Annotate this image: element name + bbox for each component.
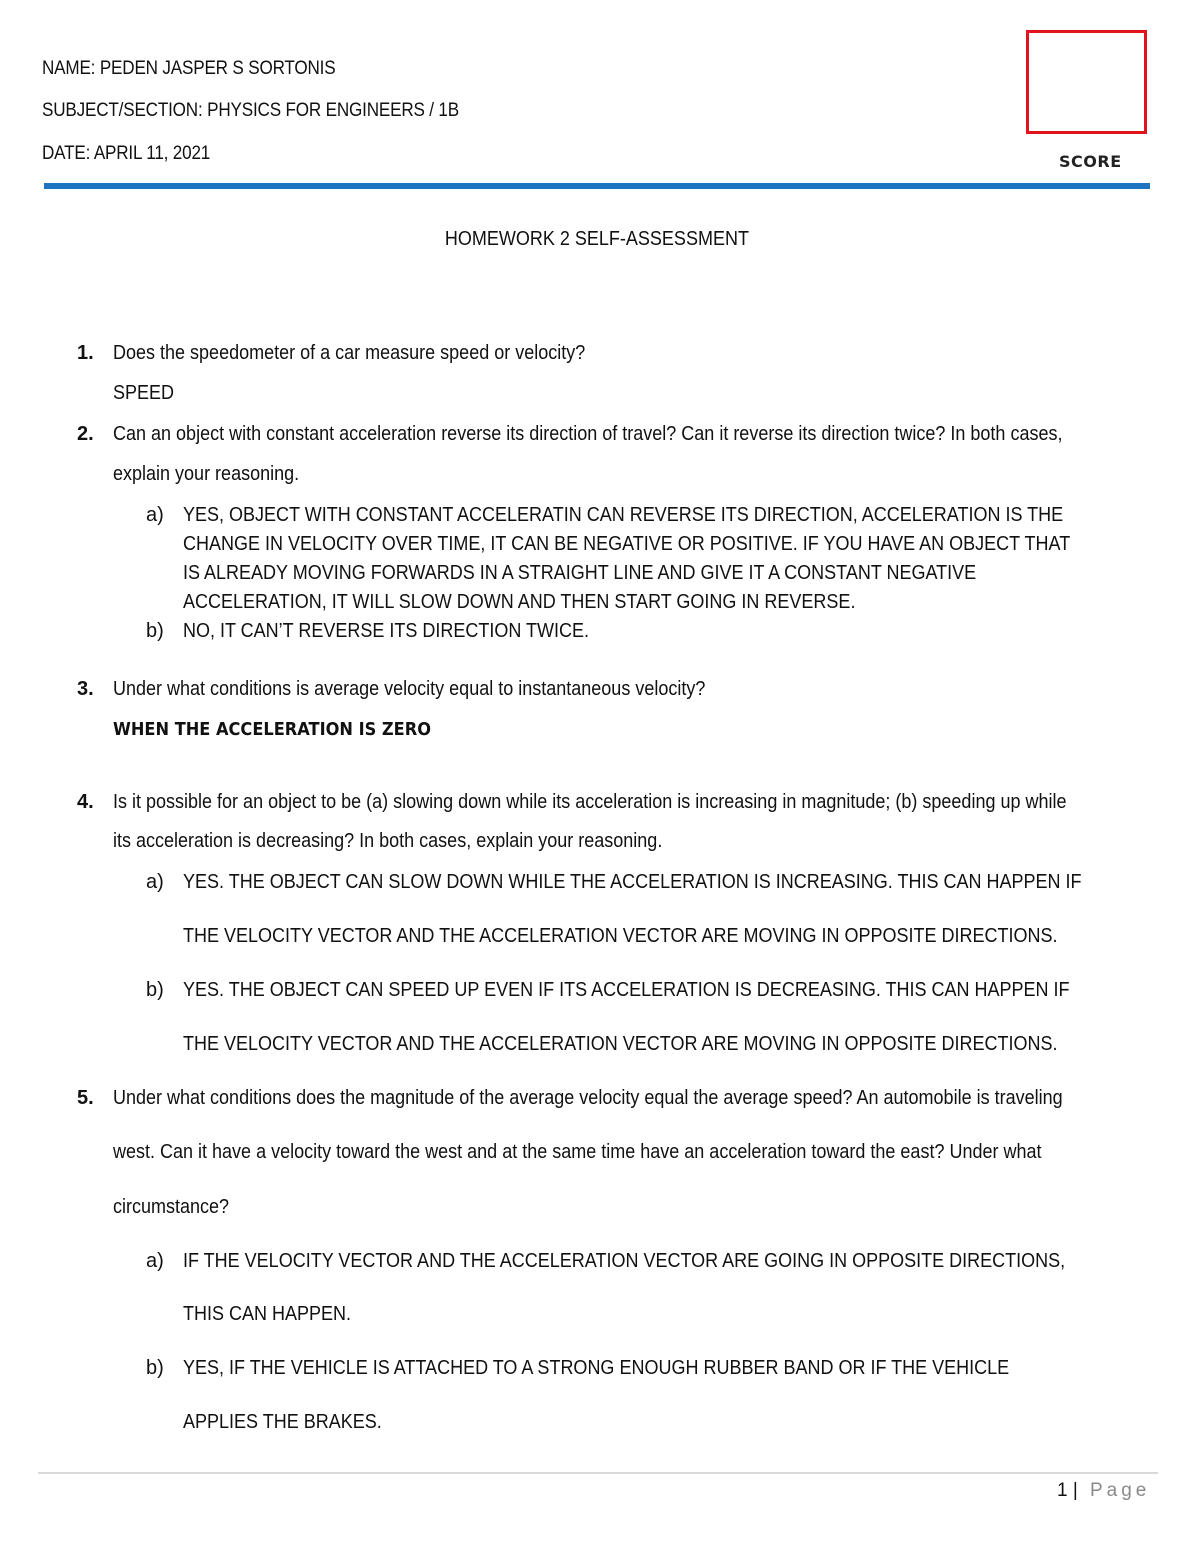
question-5-text: circumstance? xyxy=(113,1196,230,1218)
answer-label-b: b) xyxy=(146,979,164,1001)
answer-text: YES. THE OBJECT CAN SPEED UP EVEN IF ITS ACCELERATION IS DECREASING. THIS CAN HAPPEN IF xyxy=(183,979,1070,1001)
question-5-number: 5. xyxy=(77,1087,94,1109)
question-4-number: 4. xyxy=(77,791,94,813)
answer-text: NO, IT CAN’T REVERSE ITS DIRECTION TWICE. xyxy=(183,620,590,642)
answer-text: IS ALREADY MOVING FORWARDS IN A STRAIGHT LINE AND GIVE IT A CONSTANT NEGATIVE xyxy=(183,562,977,584)
score-label: SCORE xyxy=(1059,152,1122,171)
question-3-number: 3. xyxy=(77,678,94,700)
answer-label-b: b) xyxy=(146,620,164,642)
question-3-text: Under what conditions is average velocity equal to instantaneous velocity? xyxy=(113,678,706,700)
answer-text: YES, OBJECT WITH CONSTANT ACCELERATIN CAN REVERSE ITS DIRECTION, ACCELERATION IS THE xyxy=(183,504,1064,526)
date: DATE: APRIL 11, 2021 xyxy=(42,143,211,164)
footer-divider xyxy=(38,1472,1158,1474)
answer-text: APPLIES THE BRAKES. xyxy=(183,1411,382,1433)
page-separator: | xyxy=(1072,1480,1078,1501)
answer-text: IF THE VELOCITY VECTOR AND THE ACCELERATION VECTOR ARE GOING IN OPPOSITE DIRECTIONS, xyxy=(183,1250,1066,1272)
question-1-answer: SPEED xyxy=(113,382,175,404)
document-title: HOMEWORK 2 SELF-ASSESSMENT xyxy=(444,228,750,250)
answer-text: CHANGE IN VELOCITY OVER TIME, IT CAN BE NEGATIVE OR POSITIVE. IF YOU HAVE AN OBJECT THAT xyxy=(183,533,1071,555)
answer-text: THIS CAN HAPPEN. xyxy=(183,1303,352,1325)
answer-label-a: a) xyxy=(146,504,164,526)
question-2-text: explain your reasoning. xyxy=(113,463,300,485)
question-4-text: Is it possible for an object to be (a) slowing down while its acceleration is increasing in magnitude; (b) speeding up while xyxy=(113,791,1067,813)
question-5-text: Under what conditions does the magnitude of the average velocity equal the average speed? An automobile is traveling xyxy=(113,1087,1063,1109)
answer-label-a: a) xyxy=(146,871,164,893)
question-4-text: its acceleration is decreasing? In both cases, explain your reasoning. xyxy=(113,830,663,852)
question-3-answer: WHEN THE ACCELERATION IS ZERO xyxy=(113,719,431,740)
question-2-number: 2. xyxy=(77,423,94,445)
answer-text: YES. THE OBJECT CAN SLOW DOWN WHILE THE ACCELERATION IS INCREASING. THIS CAN HAPPEN IF xyxy=(183,871,1082,893)
page-number xyxy=(1057,1480,1078,1502)
question-1-number: 1. xyxy=(77,342,94,364)
student-name: NAME: PEDEN JASPER S SORTONIS xyxy=(42,58,336,79)
answer-text: THE VELOCITY VECTOR AND THE ACCELERATION VECTOR ARE MOVING IN OPPOSITE DIRECTIONS. xyxy=(183,925,1058,947)
question-1-text: Does the speedometer of a car measure speed or velocity? xyxy=(113,342,586,364)
answer-label-a: a) xyxy=(146,1250,164,1272)
subject-section: SUBJECT/SECTION: PHYSICS FOR ENGINEERS / 1B xyxy=(42,100,459,121)
answer-text: THE VELOCITY VECTOR AND THE ACCELERATION VECTOR ARE MOVING IN OPPOSITE DIRECTIONS. xyxy=(183,1033,1058,1055)
page-number-value: 1 xyxy=(1057,1480,1068,1501)
question-2-text: Can an object with constant acceleration reverse its direction of travel? Can it reverse its direction twice? In both cases, xyxy=(113,423,1063,445)
question-5-text: west. Can it have a velocity toward the west and at the same time have an acceleration toward the east? Under what xyxy=(113,1141,1042,1163)
header-divider xyxy=(44,183,1150,189)
answer-text: YES, IF THE VEHICLE IS ATTACHED TO A STRONG ENOUGH RUBBER BAND OR IF THE VEHICLE xyxy=(183,1357,1010,1379)
answer-label-b: b) xyxy=(146,1357,164,1379)
answer-text: ACCELERATION, IT WILL SLOW DOWN AND THEN START GOING IN REVERSE. xyxy=(183,591,856,613)
score-box xyxy=(1026,30,1147,134)
page-label: Page xyxy=(1090,1480,1151,1501)
